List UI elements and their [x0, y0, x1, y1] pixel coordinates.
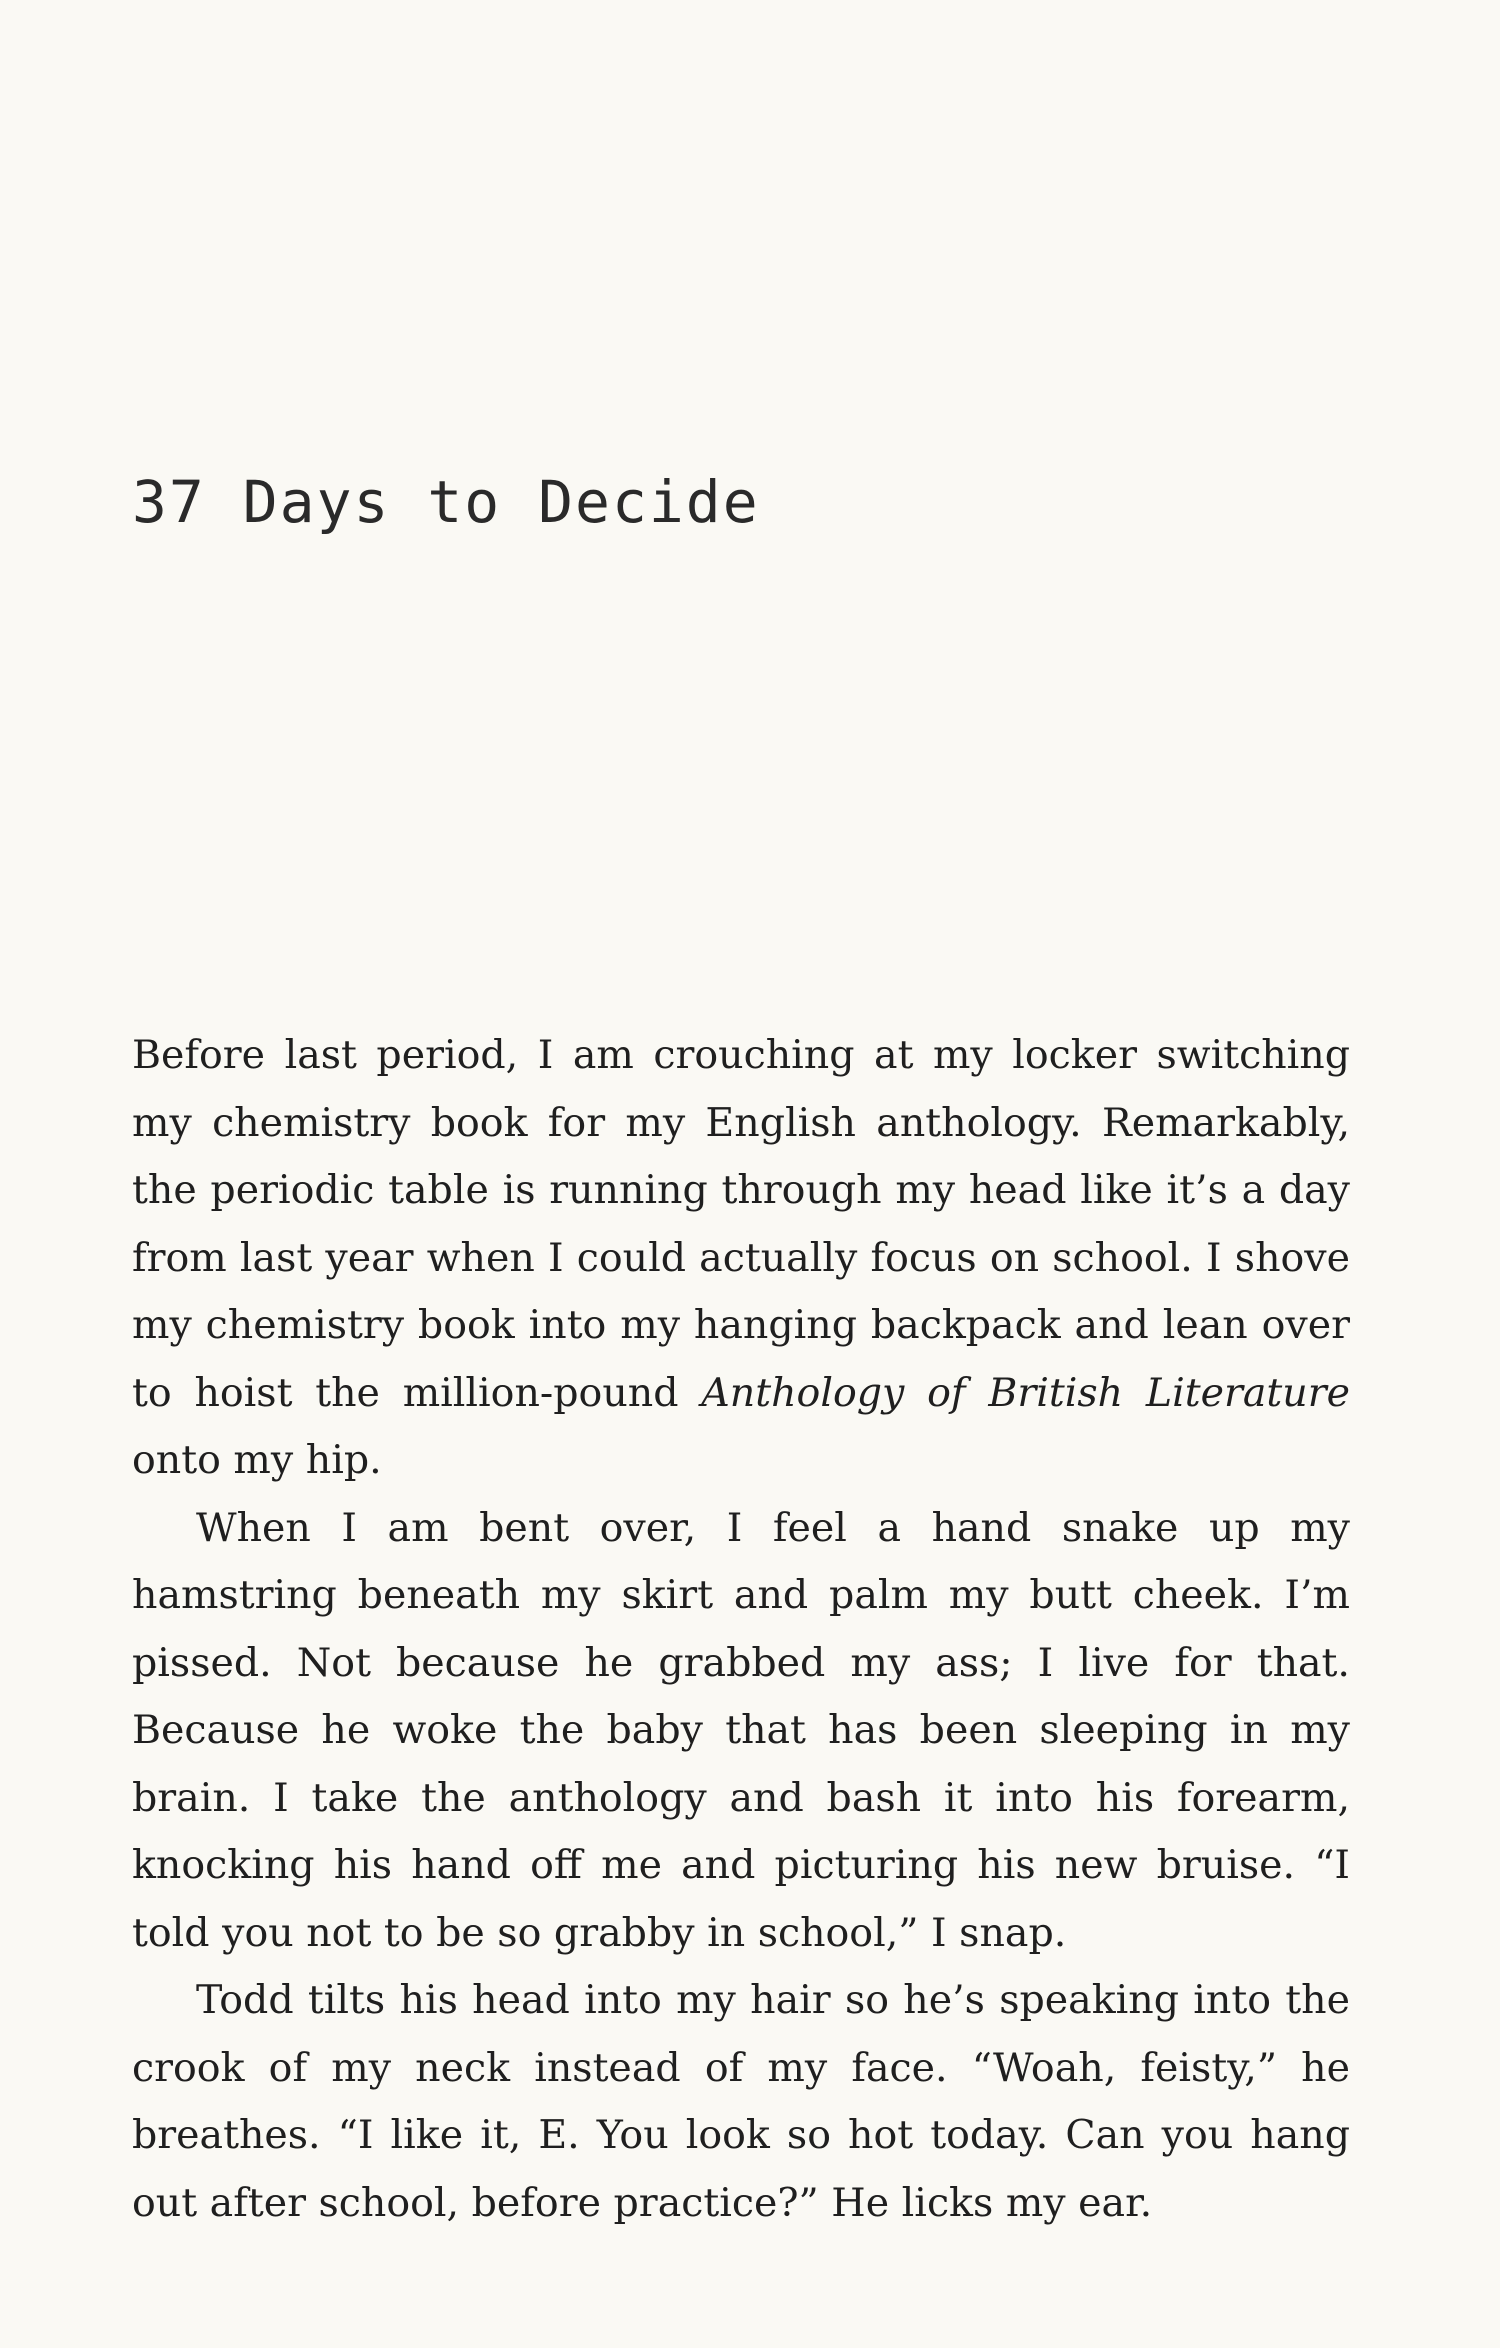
paragraph-1-text-before: Before last period, I am crouching at my locker switching my chemistry book for my English anthology. Remarkably, the periodic table is running through my head like it’s a day from last year when I could actually focus on school. I shove my chemistry book into my hanging backpack and lean over to hoist the million-pound	[132, 1032, 1350, 1416]
chapter-title: 37 Days to Decide	[132, 468, 760, 536]
book-title-italic: Anthology of British Literature	[701, 1369, 1350, 1416]
paragraph-3: Todd tilts his head into my hair so he’s speaking into the crook of my neck instead of my face. “Woah, feisty,” he breathes. “I like it, E. You look so hot today. Can you hang out after school, before practice?” He licks my ear.	[132, 1977, 1350, 2226]
paragraph-1-text-after: onto my hip.	[132, 1437, 382, 1483]
paragraph-2: When I am bent over, I feel a hand snake up my hamstring beneath my skirt and palm my butt cheek. I’m pissed. Not because he grabbed my ass; I live for that. Because he woke the baby that has been sleeping in my brain. I take the anthology and bash it into his forearm, knocking his hand off me and picturing his new bruise. “I told you not to be so grabby in school,” I snap.	[132, 1504, 1350, 1956]
paragraph-1	[132, 1022, 1350, 1495]
chapter-body	[132, 1022, 1350, 2237]
